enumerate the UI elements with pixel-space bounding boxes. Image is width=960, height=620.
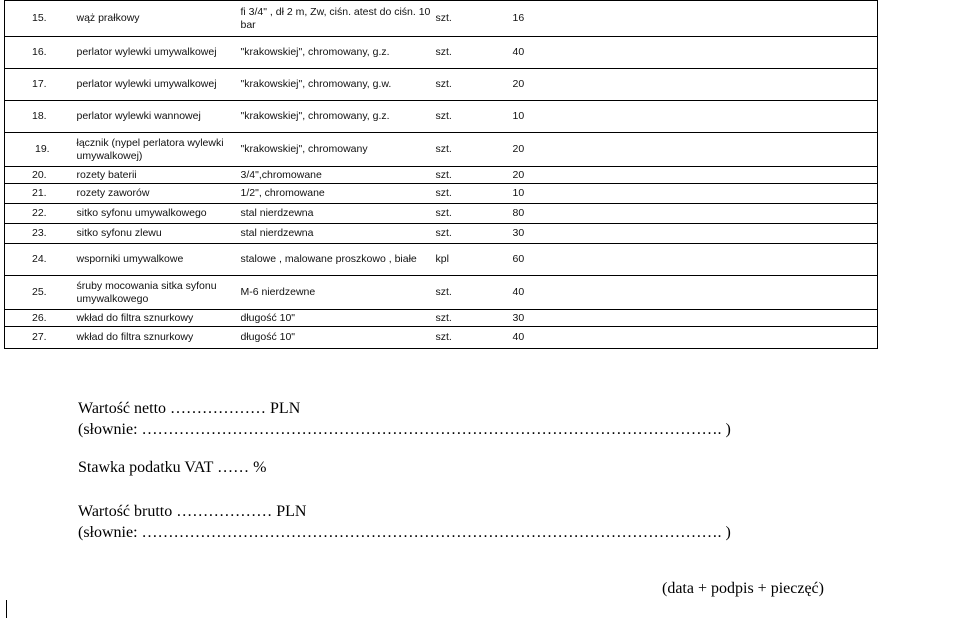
item-spec: stal nierdzewna: [239, 224, 434, 244]
vat-rate-line: Stawka podatku VAT …… %: [78, 459, 267, 476]
item-unit: szt.: [434, 1, 509, 37]
gross-value-line: Wartość brutto ……………… PLN: [78, 503, 307, 520]
table-row: [5, 310, 878, 327]
row-number: 23.: [5, 224, 75, 244]
item-name: perlator wylewki wannowej: [75, 101, 239, 133]
item-spec: M-6 nierdzewne: [239, 276, 434, 310]
item-name: sitko syfonu zlewu: [75, 224, 239, 244]
item-qty: 30: [509, 224, 878, 244]
table-row: [5, 184, 878, 204]
row-number: 16.: [5, 37, 75, 69]
item-unit: szt.: [434, 133, 509, 167]
item-unit: szt.: [434, 69, 509, 101]
net-value-line: Wartość netto ……………… PLN: [78, 400, 301, 417]
table-row: [5, 276, 878, 310]
table-row: [5, 133, 878, 167]
item-name: śruby mocowania sitka syfonu umywalkowego: [75, 276, 239, 310]
item-qty: 40: [509, 37, 878, 69]
table-row: [5, 1, 878, 37]
item-unit: szt.: [434, 167, 509, 184]
item-name: rozety zaworów: [75, 184, 239, 204]
item-qty: 10: [509, 184, 878, 204]
table-row: [5, 69, 878, 101]
row-number: 17.: [5, 69, 75, 101]
item-unit: szt.: [434, 224, 509, 244]
net-value-words-line: (słownie: ………………………………………………………………………………………………. ): [78, 421, 731, 438]
item-unit: szt.: [434, 276, 509, 310]
item-spec: długość 10": [239, 310, 434, 327]
item-spec: 3/4",chromowane: [239, 167, 434, 184]
summary-section: [78, 398, 958, 543]
item-spec: "krakowskiej", chromowany: [239, 133, 434, 167]
gross-value-words-line: (słownie: ………………………………………………………………………………………………. ): [78, 524, 731, 541]
item-name: sitko syfonu umywalkowego: [75, 204, 239, 224]
spacer: [78, 478, 958, 501]
item-qty: 40: [509, 327, 878, 349]
item-name: łącznik (nypel perlatora wylewki umywalkowej): [75, 133, 239, 167]
item-unit: szt.: [434, 310, 509, 327]
row-number: 19.: [5, 133, 75, 167]
row-number: 26.: [5, 310, 75, 327]
item-qty: 40: [509, 276, 878, 310]
item-qty: 80: [509, 204, 878, 224]
item-qty: 60: [509, 244, 878, 276]
item-name: perlator wylewki umywalkowej: [75, 37, 239, 69]
table-row: [5, 204, 878, 224]
item-spec: stal nierdzewna: [239, 204, 434, 224]
row-number: 18.: [5, 101, 75, 133]
spacer: [78, 440, 958, 457]
item-qty: 20: [509, 133, 878, 167]
row-number: 25.: [5, 276, 75, 310]
table-row: [5, 327, 878, 349]
table-row: [5, 101, 878, 133]
row-number: 27.: [5, 327, 75, 349]
signature-note: (data + podpis + pieczęć): [662, 580, 824, 597]
item-qty: 30: [509, 310, 878, 327]
item-name: wkład do filtra sznurkowy: [75, 310, 239, 327]
row-number: 24.: [5, 244, 75, 276]
item-name: wsporniki umywalkowe: [75, 244, 239, 276]
row-number: 20.: [5, 167, 75, 184]
text-cursor: [6, 600, 7, 618]
item-unit: szt.: [434, 101, 509, 133]
item-spec: 1/2", chromowane: [239, 184, 434, 204]
item-unit: szt.: [434, 184, 509, 204]
item-spec: długość 10": [239, 327, 434, 349]
item-qty: 10: [509, 101, 878, 133]
item-unit: szt.: [434, 204, 509, 224]
item-unit: szt.: [434, 37, 509, 69]
item-name: perlator wylewki umywalkowej: [75, 69, 239, 101]
item-spec: "krakowskiej", chromowany, g.z.: [239, 37, 434, 69]
item-unit: szt.: [434, 327, 509, 349]
row-number: 21.: [5, 184, 75, 204]
table-row: [5, 224, 878, 244]
row-number: 15.: [5, 1, 75, 37]
row-number: 22.: [5, 204, 75, 224]
items-table: [4, 0, 878, 349]
item-spec: "krakowskiej", chromowany, g.w.: [239, 69, 434, 101]
table-row: [5, 37, 878, 69]
item-name: wkład do filtra sznurkowy: [75, 327, 239, 349]
item-unit: kpl: [434, 244, 509, 276]
item-qty: 20: [509, 167, 878, 184]
table-row: [5, 244, 878, 276]
item-qty: 16: [509, 1, 878, 37]
item-name: rozety baterii: [75, 167, 239, 184]
item-spec: fi 3/4" , dł 2 m, Zw, ciśn. atest do ciśn. 10 bar: [239, 1, 434, 37]
item-spec: stalowe , malowane proszkowo , białe: [239, 244, 434, 276]
item-spec: "krakowskiej", chromowany, g.z.: [239, 101, 434, 133]
table-row: [5, 167, 878, 184]
item-name: wąż prałkowy: [75, 1, 239, 37]
item-qty: 20: [509, 69, 878, 101]
